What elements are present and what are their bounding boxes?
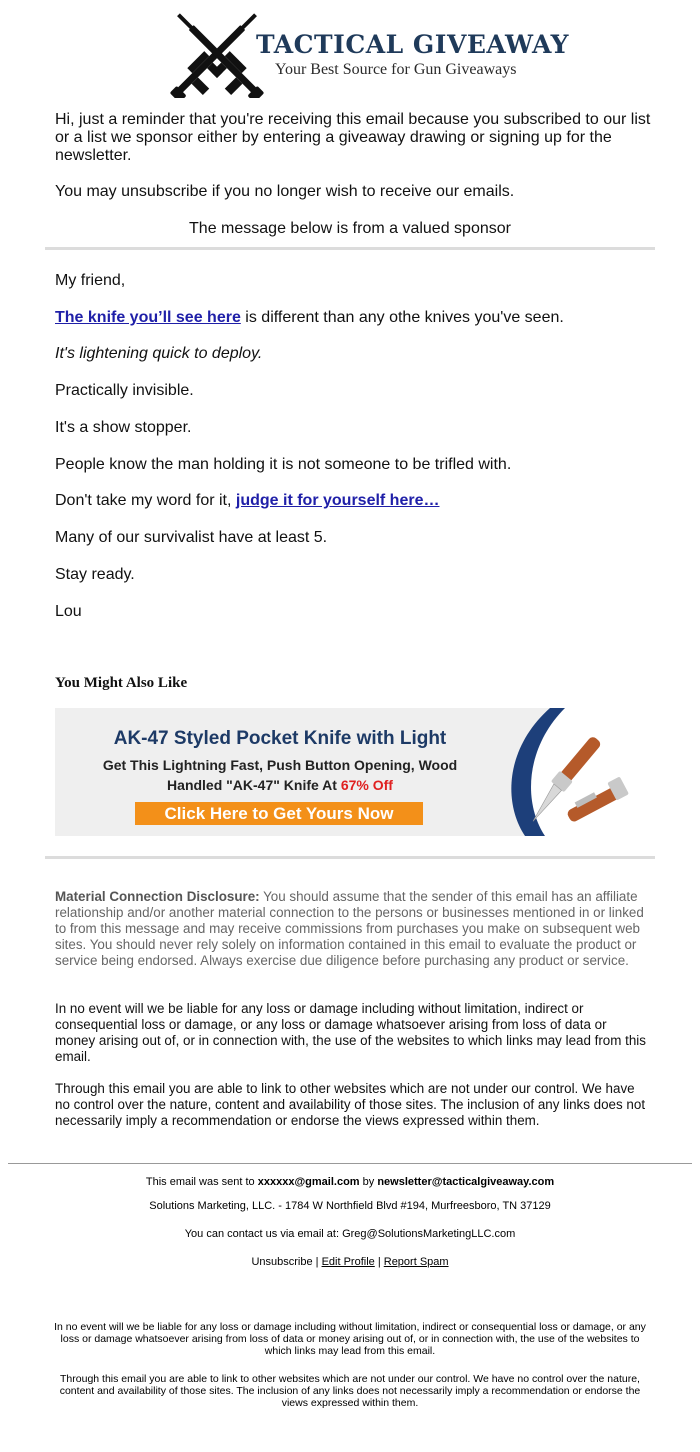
separator: | — [312, 1256, 322, 1268]
message-line-8: Stay ready. — [55, 566, 135, 583]
message-line-1 — [55, 309, 655, 327]
judge-link[interactable]: judge it for yourself here… — [235, 492, 440, 509]
footer-by: by — [359, 1176, 378, 1188]
unsubscribe-link[interactable]: Unsubscribe — [251, 1256, 313, 1268]
knife-icon — [517, 712, 637, 836]
footer-recipient: xxxxxx@gmail.com — [257, 1176, 360, 1188]
unsubscribe-note: You may unsubscribe if you no longer wish to receive our emails. — [55, 183, 515, 200]
banner-title: AK-47 Styled Pocket Knife with Light — [113, 728, 447, 749]
logo[interactable] — [156, 10, 570, 100]
report-spam-link[interactable]: Report Spam — [383, 1256, 449, 1268]
disclosure-text — [55, 889, 647, 969]
divider — [45, 856, 655, 859]
also-like-heading: You Might Also Like — [55, 675, 188, 691]
message-line-6 — [55, 492, 655, 510]
banner-sub-1: Get This Lightning Fast, Push Button Opening, Wood — [102, 757, 458, 773]
footer-sent-to — [0, 1176, 700, 1189]
brand-name: TACTICAL GIVEAWAY — [256, 30, 570, 59]
liability-text: In no event will we be liable for any loss or damage including without limitation, indirect or consequential loss or damage, or any loss or damage whatsoever arising from loss of data or money arising out of, or in connection with, the use of the websites to which links may lead from this email. — [55, 1001, 646, 1064]
sponsor-note: The message below is from a valued sponsor — [189, 220, 511, 237]
footer-sender: newsletter@tacticalgiveaway.com — [377, 1176, 555, 1188]
message-line-4: It's a show stopper. — [55, 419, 192, 436]
message-line-1-rest: is different than any othe knives you've seen. — [240, 309, 564, 326]
disclosure-label: Material Connection Disclosure: — [55, 889, 260, 904]
message-line-7: Many of our survivalist have at least 5. — [55, 529, 328, 546]
footer-contact: You can contact us via email at: Greg@SolutionsMarketingLLC.com — [184, 1228, 516, 1240]
footer-address: Solutions Marketing, LLC. - 1784 W Northfield Blvd #194, Murfreesboro, TN 37129 — [149, 1200, 551, 1212]
banner-discount: 67% Off — [340, 777, 393, 793]
banner-sub-2 — [55, 777, 505, 793]
promo-banner[interactable] — [55, 708, 645, 836]
edit-profile-link[interactable]: Edit Profile — [321, 1256, 375, 1268]
footer-divider — [8, 1163, 692, 1164]
external-links-text: Through this email you are able to link to other websites which are not under our control. We have no control over the nature, content and availability of those sites. The inclusion of any links does not necessarily imply a recommendation or endorse the views expressed within them. — [55, 1081, 646, 1128]
brand-tagline: Your Best Source for Gun Giveaways — [275, 61, 517, 78]
message-line-3: Practically invisible. — [55, 382, 194, 399]
separator: | — [374, 1256, 384, 1268]
banner-cta-button[interactable]: Click Here to Get Yours Now — [135, 802, 423, 825]
knife-link[interactable]: The knife you’ll see here — [55, 309, 241, 326]
message-line-2: It's lightening quick to deploy. — [55, 345, 263, 362]
signature: Lou — [55, 603, 82, 620]
message-line-5: People know the man holding it is not someone to be trifled with. — [55, 456, 512, 473]
footer-sent-prefix: This email was sent to — [145, 1176, 258, 1188]
footer-actions — [0, 1256, 700, 1269]
banner-sub-2-prefix: Handled "AK-47" Knife At — [167, 777, 341, 793]
footer-links-disclaimer: Through this email you are able to link to other websites which are not under our control. We have no control over the nature, content and availability of those sites. The inclusion of any links does not necessarily imply a recommendation or endorse the views expressed within them. — [59, 1373, 641, 1409]
reminder-text: Hi, just a reminder that you're receiving this email because you subscribed to our list or a list we sponsor either by entering a giveaway drawing or signing up for the newsletter. — [55, 111, 651, 164]
message-line-6-prefix: Don't take my word for it, — [55, 492, 236, 509]
disclosure-body: You should assume that the sender of this email has an affiliate relationship and/or another material connection to the persons or businesses mentioned in or linked to from this message and may receive commissions from purchases you make on subsequent web sites. You should never rely solely on information contained in this email to evaluate the product or service being endorsed. Always exercise due diligence before purchasing any product or service. — [55, 889, 644, 968]
divider — [45, 247, 655, 250]
greeting: My friend, — [55, 272, 126, 289]
footer-liability: In no event will we be liable for any loss or damage including without limitation, indirect or consequential loss or damage, or any loss or damage whatsoever arising from loss of data or money arising out of, or in connection with, the use of the websites to which links may lead from this email. — [54, 1321, 646, 1357]
